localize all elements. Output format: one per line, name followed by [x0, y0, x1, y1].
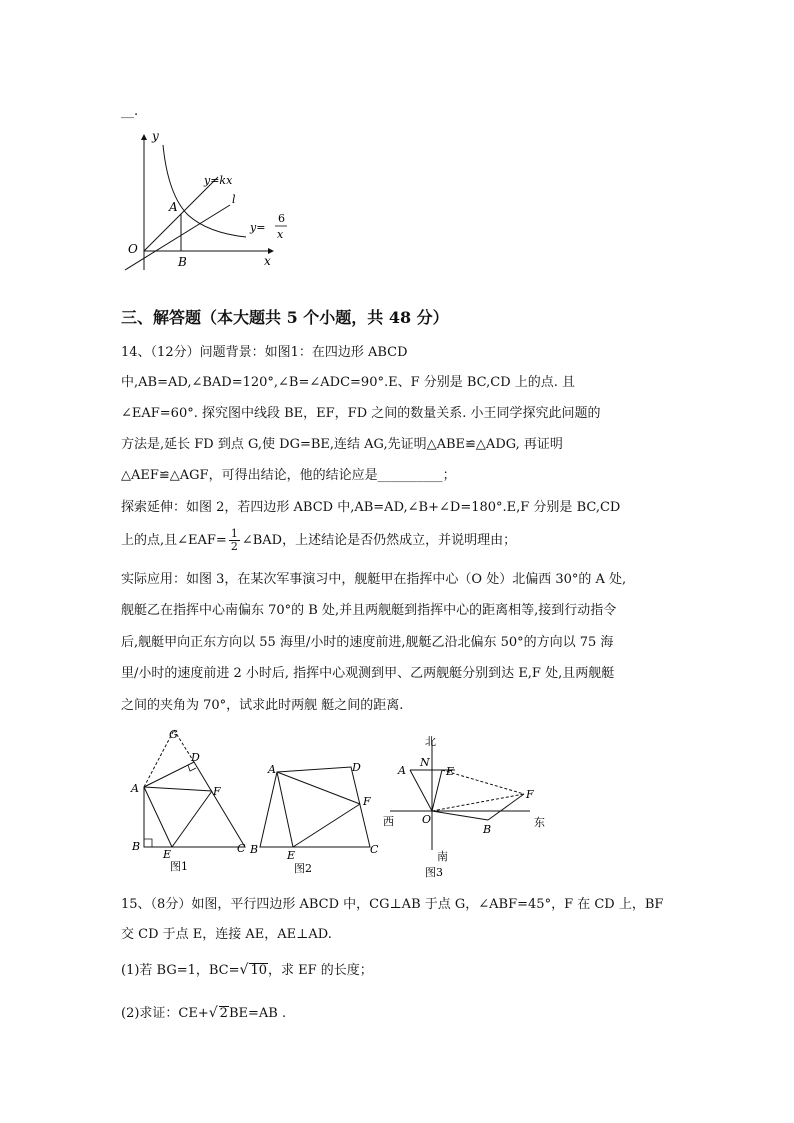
svg-text:A: A: [268, 763, 276, 776]
svg-text:C: C: [237, 842, 246, 855]
svg-text:A: A: [398, 764, 406, 777]
q14-line-11: 里/小时的速度前进 2 小时后, 指挥中心观测到甲、乙两舰艇分别到达 E,F 处,且两舰艇: [121, 666, 615, 681]
q14-line-9: 舰艇乙在指挥中心南偏东 70°的 B 处,并且两舰艇到指挥中心的距离相等,接到行动指令: [121, 603, 617, 618]
svg-text:东: 东: [534, 816, 545, 829]
line-kx-label: y=kx: [204, 174, 233, 187]
svg-text:北: 北: [425, 735, 436, 748]
q14-line-2: 中,AB=AD,∠BAD=120°,∠B=∠ADC=90°.E、F 分别是 BC,CD 上的点. 且: [121, 375, 576, 390]
svg-text:O: O: [422, 813, 432, 826]
svg-text:F: F: [526, 788, 534, 801]
q14-line-6: 探索延伸：如图 2，若四边形 ABCD 中,AB=AD,∠B+∠D=180°.E,F 分别是 BC,CD: [121, 500, 621, 515]
svg-text:E: E: [287, 849, 296, 862]
q15-line-1: 15、（8分）如图，平行四边形 ABCD 中，CG⊥AB 于点 G，∠ABF=45°，F 在 CD 上，BF: [121, 897, 664, 912]
curve-label-denominator: x: [277, 228, 284, 241]
origin-label: O: [128, 242, 138, 256]
sqrt-2: 2: [219, 1006, 228, 1021]
y-axis-label: y: [152, 129, 159, 143]
curve-label-prefix: y=: [250, 221, 266, 234]
line-l-label: l: [232, 193, 236, 206]
sqrt-10: 10: [250, 963, 267, 978]
curve-label-numerator: 6: [278, 212, 285, 225]
svg-text:D: D: [191, 751, 200, 764]
fig2-caption: 图2: [294, 862, 312, 875]
svg-text:C: C: [370, 843, 379, 856]
svg-text:A: A: [131, 782, 139, 795]
q14-line-8: 实际应用：如图 3，在某次军事演习中，舰艇甲在指挥中心（O 处）北偏西 30°的 A 处,: [121, 572, 627, 587]
x-axis-label: x: [264, 254, 271, 268]
svg-text:D: D: [352, 761, 361, 774]
svg-text:F: F: [213, 785, 221, 798]
function-graph: [118, 125, 288, 275]
q14-line-5: △AEF≌△AGF，可得出结论，他的结论应是__________；: [121, 468, 456, 483]
svg-text:B: B: [132, 840, 141, 853]
fig2-quadrilateral: [260, 767, 370, 847]
fig1-quadrilateral: [144, 762, 245, 847]
q14-line-10: 后,舰艇甲向正东方向以 55 海里/小时的速度前进,舰艇乙沿北偏东 50°的方向以 75 海: [121, 635, 614, 650]
svg-text:N: N: [420, 756, 430, 769]
q14-line-7-end: ∠BAD，上述结论是否仍然成立，并说明理由；: [241, 533, 517, 548]
q14-line-12: 之间的夹角为 70°，试求此时两舰 艇之间的距离.: [121, 698, 404, 713]
figure-1: [125, 725, 255, 880]
svg-text:B: B: [250, 843, 259, 856]
svg-text:F: F: [363, 795, 371, 808]
q14-line-4: 方法是,延长 FD 到点 G,使 DG=BE,连结 AG,先证明△ABE≌△ADG, 再证明: [121, 437, 563, 452]
point-b-label: B: [178, 255, 187, 269]
q14-line-3: ∠EAF=60°. 探究图中线段 BE，EF，FD 之间的数量关系. 小王同学探究此问题的: [121, 406, 601, 421]
fraction-one-half: $\frac{1}{2}$: [230, 527, 238, 553]
q14-line-7: [121, 528, 516, 553]
q15-line-2: 交 CD 于点 E，连接 AE，AE⊥AD.: [121, 927, 332, 942]
svg-text:E: E: [446, 765, 455, 778]
fig1-caption: 图1: [170, 860, 188, 873]
fig3-caption: 图3: [425, 866, 443, 879]
q14-line-1: 14、（12分）问题背景：如图1：在四边形 ABCD: [121, 345, 408, 360]
figure-2: [248, 755, 388, 880]
figure-3: [380, 728, 555, 880]
q15-line-4: (2)求证：CE+√ 2BE=AB .: [121, 1005, 287, 1021]
svg-text:E: E: [163, 848, 172, 861]
svg-text:南: 南: [437, 850, 448, 863]
svg-text:西: 西: [383, 815, 394, 828]
point-a-label: A: [169, 200, 178, 214]
svg-text:B: B: [483, 823, 492, 836]
q14-line-7-start: 上的点,且∠EAF=: [121, 533, 227, 548]
previous-answer-blank: __.: [121, 104, 139, 119]
section-title: 三、解答题（本大题共 5 个小题，共 48 分）: [121, 308, 449, 327]
q15-line-3: (1)若 BG=1，BC=√ 10，求 EF 的长度；: [121, 962, 373, 978]
svg-text:G: G: [169, 728, 178, 741]
